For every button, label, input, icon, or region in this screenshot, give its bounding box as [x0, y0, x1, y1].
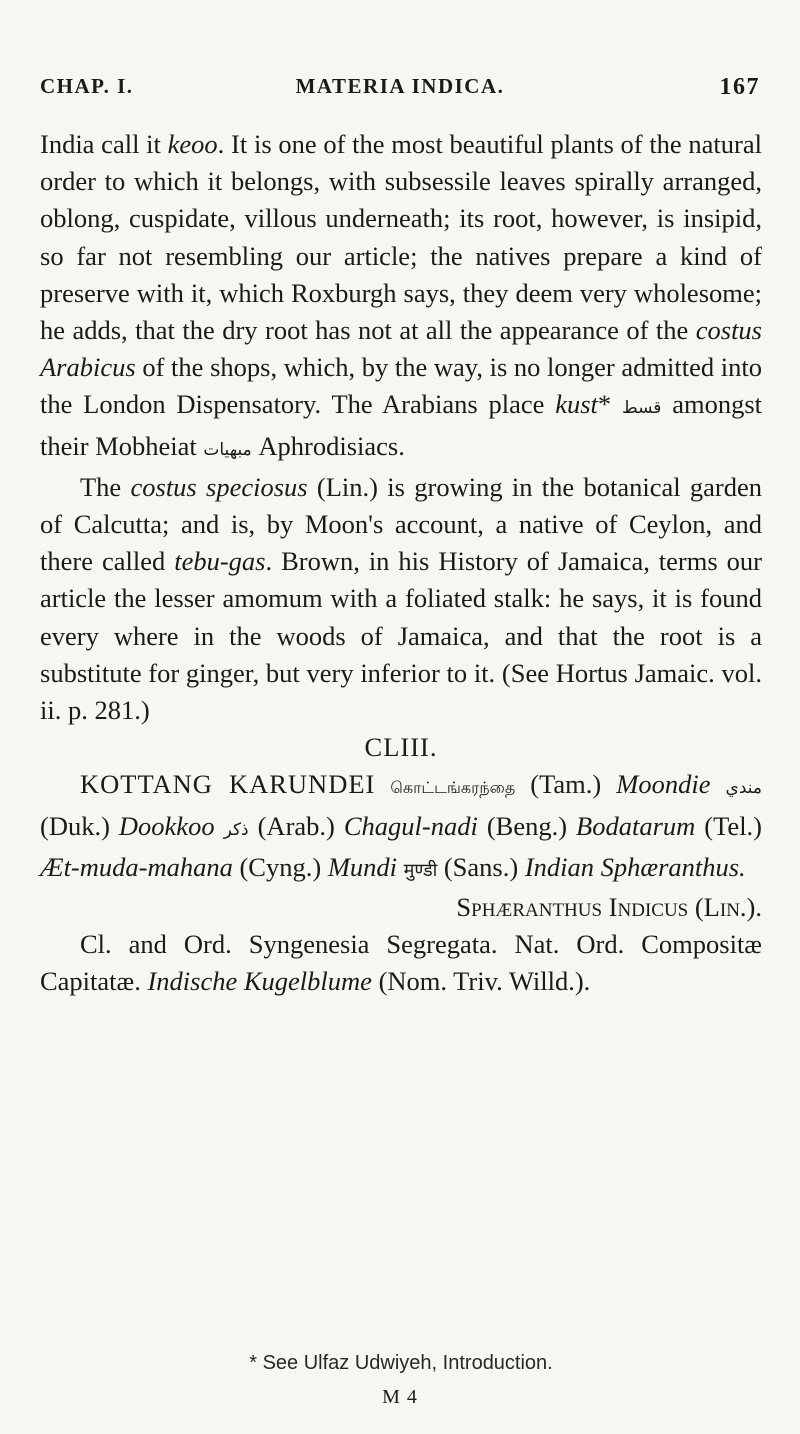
text-run: (Beng.) [477, 810, 577, 841]
term-kust: kust [555, 389, 598, 420]
term-costus-arabicus: costus Arabicus [40, 315, 762, 383]
footnote-marker: * [597, 389, 622, 420]
name-moondie: Moondie [616, 769, 711, 800]
name-mundi: Mundi [327, 851, 397, 882]
text-run: (Duk.) [40, 810, 119, 841]
name-dookkoo: Dookkoo [118, 810, 215, 841]
text-run: of the shops, which, by the way, is no longer admitted into the London Dispensatory. The Arabians place [40, 352, 762, 420]
text-run: The [80, 471, 131, 502]
running-header [40, 74, 760, 114]
text-run: (Nom. Triv. Willd.). [371, 966, 591, 997]
page-number: 167 [719, 74, 760, 100]
section-number: CLIII. [364, 732, 438, 763]
arabic-script: ذكر [223, 819, 249, 840]
common-name: Indian Sphæranthus. [524, 851, 746, 882]
footnote: * See Ulfaz Udwiyeh, Introduction. [249, 1352, 553, 1374]
paragraph-costus-speciosus [40, 469, 762, 729]
text-run: India call it [40, 129, 168, 159]
arabic-mobheiat: مبهيات [203, 439, 252, 460]
text-run: (Tel.) [695, 810, 763, 841]
name-aet-muda-mahana: Æt-muda-mahana [40, 851, 233, 882]
text-run: (Lin.) is growing in the botanical garden of Calcutta; and is, by Moon's account, a native of Ceylon, and there called [40, 471, 762, 577]
signature-mark: M 4 [382, 1386, 418, 1408]
name-bodatarum: Bodatarum [576, 810, 696, 841]
german-name: Indische Kugelblume [147, 966, 372, 997]
running-title: MATERIA INDICA. [295, 74, 505, 98]
text-run: Aphrodisiacs. [251, 430, 405, 461]
term-tebu-gas: tebu-gas [174, 546, 266, 577]
text-run: (Tam.) [515, 769, 617, 800]
text-run: (Cyng.) [232, 851, 328, 882]
latin-binomial: Sphæranthus Indicus (Lin.). [456, 892, 762, 923]
entry-synonyms [40, 766, 762, 889]
text-run: . Brown, in his History of Jamaica, terms our article the lesser amomum with a foliated stalk: he says, it is found every where in the woods of Jamaica, and that the root is a substitute for ginger, but very inferior to it. (See Hortus Jamaic. vol. ii. p. 281.) [40, 546, 762, 726]
text-run: (Arab.) [248, 810, 344, 841]
classification [40, 926, 762, 1000]
text-run: amongst their Mobheiat [40, 389, 762, 461]
paragraph-costus-continued [40, 126, 762, 469]
text-run: Cl. and Ord. Syngenesia Segregata. Nat. Ord. Compositæ Capitatæ. [40, 929, 762, 997]
body-text [40, 126, 762, 1001]
term-keoo: keoo [167, 129, 218, 159]
tamil-script: கொட்டங்கரந்தை [390, 778, 516, 798]
chapter-label: CHAP. I. [40, 74, 134, 98]
text-run: . It is one of the most beautiful plants of the natural order to which it belongs, with subsessile leaves spirally arranged, oblong, cuspidate, villous underneath; its root, however, is insipid, so far not resembling our article; the natives prepare a kind of preserve with it, which Roxburgh says, they deem very wholesome; he adds, that the dry root has not at all the appearance of the [40, 129, 762, 346]
entry-heading: KOTTANG KARUNDEI [80, 769, 376, 800]
dukhni-script: مندي [725, 778, 762, 799]
term-costus-speciosus: costus speciosus [130, 471, 308, 502]
arabic-kust: قسط [621, 398, 662, 419]
sanskrit-script: मुण्डी [403, 859, 438, 881]
text-run: (Sans.) [437, 851, 525, 882]
name-chagul-nadi: Chagul-nadi [343, 810, 478, 841]
